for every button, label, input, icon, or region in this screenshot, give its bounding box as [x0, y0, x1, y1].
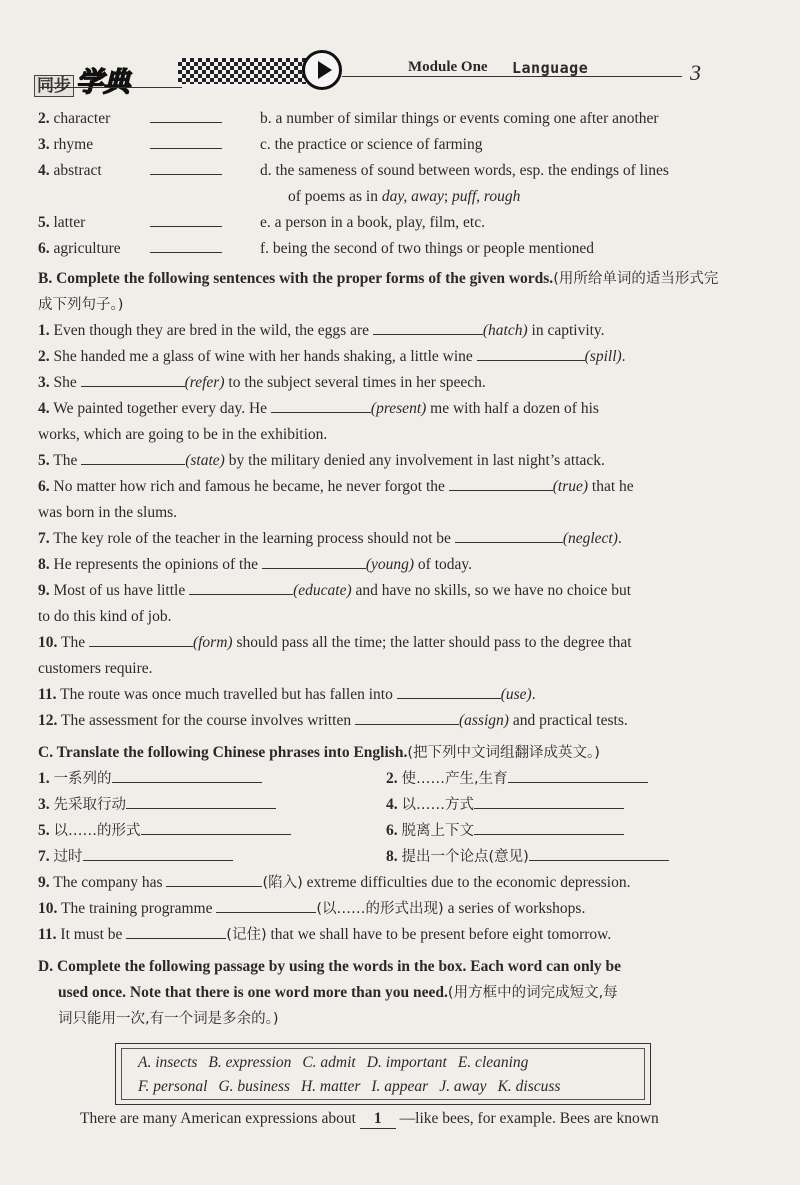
- exercise-item: 8. He represents the opinions of the (young) of today.: [38, 552, 728, 578]
- exercise-item: 9. Most of us have little (educate) and have no skills, so we have no choice but: [38, 578, 728, 604]
- exercise-content: [38, 106, 728, 1032]
- exercise-item-continued: customers require.: [38, 660, 153, 677]
- word-option: J. away: [439, 1078, 487, 1095]
- word-option: K. discuss: [497, 1078, 561, 1095]
- matching-row: 5. latter e. a person in a book, play, film, etc.: [38, 210, 728, 236]
- answer-blank[interactable]: [150, 158, 222, 175]
- exercise-item: 3. She (refer) to the subject several times in her speech.: [38, 370, 728, 396]
- answer-blank[interactable]: [150, 236, 222, 253]
- matching-row-continued: of poems as in day, away; puff, rough: [288, 188, 521, 205]
- exercise-item-continued: was born in the slums.: [38, 504, 178, 521]
- answer-blank[interactable]: [474, 818, 624, 835]
- exercise-item-continued: works, which are going to be in the exhibition.: [38, 426, 328, 443]
- answer-blank[interactable]: [373, 318, 483, 335]
- answer-blank[interactable]: [83, 844, 233, 861]
- answer-blank[interactable]: [126, 792, 276, 809]
- passage-line: There are many American expressions about 1 —like bees, for example. Bees are known: [80, 1110, 659, 1127]
- phrase-row: 3. 先采取行动 4. 以……方式: [38, 792, 728, 818]
- section-d-heading: D. Complete the following passage by using the words in the box. Each word can only be used once. Note that there is one word more than you need.(用方框中的词完成短文,每 词只能用一次,有一个词是多余的。): [38, 958, 622, 1027]
- answer-blank[interactable]: [477, 344, 585, 361]
- word-box-row: [138, 1051, 644, 1075]
- header-rule-left: [40, 87, 182, 88]
- word-box-row: [138, 1075, 644, 1099]
- section-c-heading: C. Translate the following Chinese phrases into English.(把下列中文词组翻译成英文。): [38, 744, 600, 761]
- word-option: H. matter: [300, 1078, 361, 1095]
- answer-blank[interactable]: [141, 818, 291, 835]
- answer-blank[interactable]: [216, 896, 316, 913]
- book-logo: [34, 60, 130, 99]
- matching-row: 2. character b. a number of similar things or events coming one after another: [38, 106, 728, 132]
- translation-sentence: 10. The training programme (以……的形式出现) a series of workshops.: [38, 896, 728, 922]
- word-option: I. appear: [371, 1078, 429, 1095]
- exercise-item: 4. We painted together every day. He (present) me with half a dozen of his: [38, 396, 728, 422]
- answer-blank[interactable]: [150, 132, 222, 149]
- answer-blank[interactable]: [81, 448, 185, 465]
- page-number: 3: [690, 60, 701, 85]
- exercise-item: 6. No matter how rich and famous he became, he never forgot the (true) that he: [38, 474, 728, 500]
- logo-small-text: 同步: [34, 75, 74, 97]
- answer-blank[interactable]: [355, 708, 459, 725]
- exercise-item: 7. The key role of the teacher in the learning process should not be (neglect).: [38, 526, 728, 552]
- word-option: G. business: [218, 1078, 290, 1095]
- answer-blank[interactable]: [150, 106, 222, 123]
- phrase-row: 5. 以……的形式 6. 脱离上下文: [38, 818, 728, 844]
- translation-sentence: 11. It must be (记住) that we shall have to be present before eight tomorrow.: [38, 922, 728, 948]
- answer-blank[interactable]: [112, 766, 262, 783]
- answer-blank[interactable]: [81, 370, 185, 387]
- word-box: [115, 1043, 651, 1105]
- section-b-heading: B. Complete the following sentences with the proper forms of the given words.(用所给单词的适当形式完成下列句子。): [38, 270, 719, 313]
- answer-blank[interactable]: [166, 870, 262, 887]
- exercise-item: 2. She handed me a glass of wine with her hands shaking, a little wine (spill).: [38, 344, 728, 370]
- answer-blank[interactable]: [474, 792, 624, 809]
- word-option: D. important: [366, 1054, 447, 1071]
- word-option: B. expression: [208, 1054, 292, 1071]
- answer-blank[interactable]: [529, 844, 669, 861]
- module-title: Language: [512, 59, 589, 77]
- exercise-item: 10. The (form) should pass all the time; the latter should pass to the degree that: [38, 630, 728, 656]
- checker-pattern: [178, 58, 310, 84]
- answer-blank[interactable]: [449, 474, 553, 491]
- word-option: E. cleaning: [457, 1054, 529, 1071]
- answer-blank[interactable]: [508, 766, 648, 783]
- phrase-row: 1. 一系列的 2. 使……产生,生育: [38, 766, 728, 792]
- module-label: Module One: [408, 59, 488, 75]
- word-option: A. insects: [138, 1054, 198, 1071]
- answer-blank[interactable]: [455, 526, 563, 543]
- answer-blank[interactable]: [271, 396, 371, 413]
- passage-blank[interactable]: 1: [360, 1110, 396, 1129]
- matching-row: 3. rhyme c. the practice or science of farming: [38, 132, 728, 158]
- play-icon: [302, 50, 342, 90]
- answer-blank[interactable]: [150, 210, 222, 227]
- page-header: [0, 0, 800, 100]
- translation-sentence: 9. The company has (陷入) extreme difficulties due to the economic depression.: [38, 870, 728, 896]
- answer-blank[interactable]: [397, 682, 501, 699]
- matching-row: 6. agriculture f. being the second of two things or people mentioned: [38, 236, 728, 262]
- answer-blank[interactable]: [89, 630, 193, 647]
- exercise-item: 11. The route was once much travelled but has fallen into (use).: [38, 682, 728, 708]
- exercise-item: 1. Even though they are bred in the wild, the eggs are (hatch) in captivity.: [38, 318, 728, 344]
- answer-blank[interactable]: [262, 552, 366, 569]
- exercise-item-continued: to do this kind of job.: [38, 608, 172, 625]
- phrase-row: 7. 过时 8. 提出一个论点(意见): [38, 844, 728, 870]
- exercise-item: 12. The assessment for the course involves written (assign) and practical tests.: [38, 708, 728, 734]
- matching-row: 4. abstract d. the sameness of sound between words, esp. the endings of lines: [38, 158, 728, 184]
- logo-big-text: 学典: [76, 67, 130, 98]
- word-option: F. personal: [138, 1078, 208, 1095]
- word-option: C. admit: [302, 1054, 356, 1071]
- answer-blank[interactable]: [126, 922, 226, 939]
- answer-blank[interactable]: [189, 578, 293, 595]
- exercise-item: 5. The (state) by the military denied any involvement in last night’s attack.: [38, 448, 728, 474]
